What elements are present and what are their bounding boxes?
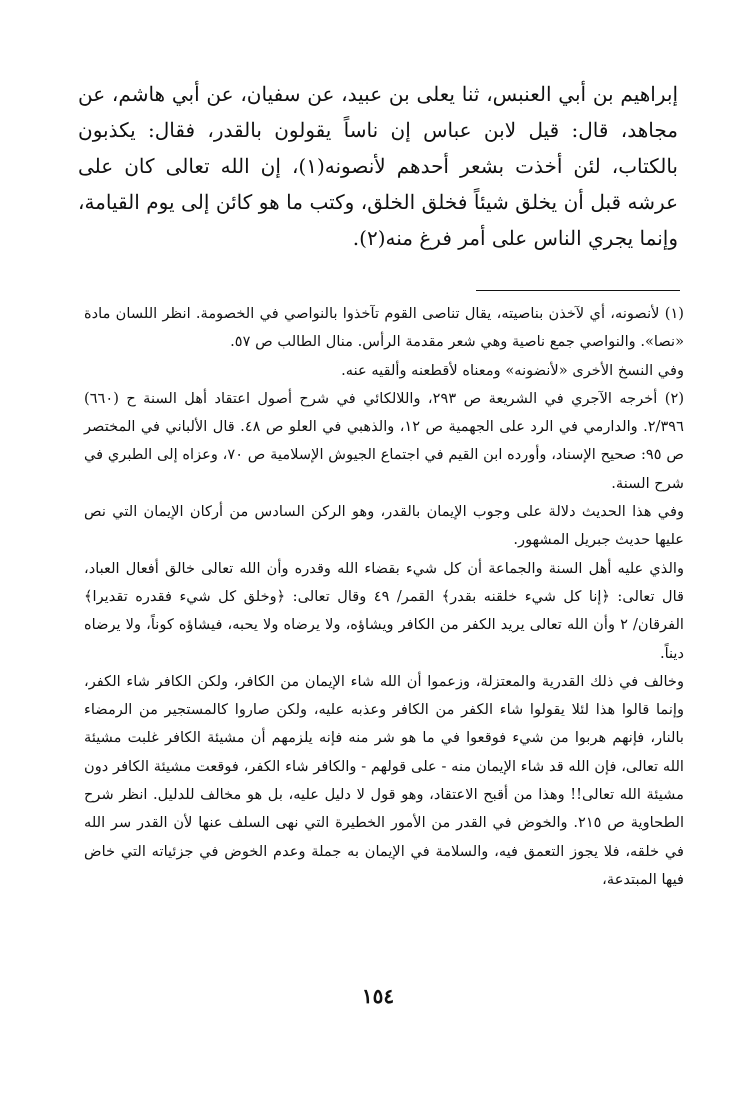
footnote-2-paragraph	[84, 555, 684, 668]
footnotes-block	[84, 300, 684, 894]
footnote-text: والذي عليه أهل السنة والجماعة أن كل شيء بقضاء الله وقدره وأن الله تعالى خالق أفعال العباد، قال تعالى: ﴿إنا كل شيء خلقنه بقدر﴾ القمر/ ٤٩ وقال تعالى: ﴿وخلق كل شيء فقدره تقديرا﴾ الفرقان/ ٢ وأن الله تعالى يريد الكفر من الكافر ويشاؤه، ولا يرضاه ولا يحبه، فيشاؤه كوناً، ولا يرضاه ديناً.	[84, 559, 684, 662]
footnote-number: (١)	[664, 305, 684, 322]
main-text-block	[78, 76, 678, 256]
footnote-2	[84, 385, 684, 498]
footnote-text: وفي هذا الحديث دلالة على وجوب الإيمان بالقدر، وهو الركن السادس من أركان الإيمان التي نص عليها حديث جبريل المشهور.	[84, 503, 684, 549]
footnote-number: (٢)	[664, 389, 685, 407]
footnote-text: أخرجه الآجري في الشريعة ص ٢٩٣، واللالكائي في شرح أصول اعتقاد أهل السنة ح (٦٦٠) ٢/٣٩٦. والدارمي في الرد على الجهمية ص ١٢، والذهبي في العلو ص ٤٨. قال الألباني في المختصر ص ٩٥: صحيح الإسناد، وأورده ابن القيم في اجتماع الجيوش الإسلامية ص ٧٠، وعزاه إلى الطبري في شرح السنة.	[84, 389, 684, 492]
main-paragraph: إبراهيم بن أبي العنبس، ثنا يعلى بن عبيد، عن سفيان، عن أبي هاشم، عن مجاهد، قال: قيل لابن عباس إن ناساً يقولون بالقدر، فقال: يكذبون بالكتاب، لئن أخذت بشعر أحدهم لأنصونه(١)، إن الله تعالى كان على عرشه قبل أن يخلق شيئاً فخلق الخلق، وكتب ما هو كائن إلى يوم القيامة، وإنما يجري الناس على أمر فرغ منه(٢).	[78, 82, 678, 250]
footnote-2-paragraph	[84, 668, 684, 894]
footnote-text: وخالف في ذلك القدرية والمعتزلة، وزعموا أن الله شاء الإيمان من الكافر، ولكن الكافر شاء الكفر، وإنما قالوا هذا لئلا يقولوا شاء الكفر من الكافر وعذبه عليه، ولكن صاروا كالمستجير من الرمضاء بالنار، فإنهم هربوا من شيء فوقعوا في ما هو شر منه فإنه يلزمهم أن مشيئة الكافر غلبت مشيئة الله تعالى، فإن الله قد شاء الإيمان منه - على قولهم - والكافر شاء الكفر، فوقعت مشيئة الكافر دون مشيئة الله تعالى!! وهذا من أقبح الاعتقاد، وهو قول لا دليل عليه، بل هو مخالف للدليل. انظر شرح الطحاوية ص ٢١٥. والخوض في القدر من الأمور الخطيرة التي نهى السلف عنها لأن القدر سر الله في خلقه، فلا يجوز التعمق فيه، والسلامة في الإيمان به جملة وعدم الخوض في جزئياته التي خاض فيها المبتدعة،	[84, 672, 684, 888]
footnote-separator-rule	[476, 290, 680, 291]
footnote-text: لأنصونه، أي لآخذن بناصيته، يقال تناصى القوم تآخذوا بالنواصي في الخصومة. انظر اللسان مادة «نصا». والنواصي جمع ناصية وهي شعر مقدمة الرأس. منال الطالب ص ٥٧.	[84, 305, 684, 351]
footnote-1-continuation	[84, 357, 684, 385]
footnote-1	[84, 300, 684, 357]
page-number: ١٥٤	[361, 984, 395, 1008]
footnote-text: وفي النسخ الأخرى «لأنضونه» ومعناه لأقطعنه وألقيه عنه.	[341, 361, 684, 379]
footnote-2-paragraph	[84, 498, 684, 555]
